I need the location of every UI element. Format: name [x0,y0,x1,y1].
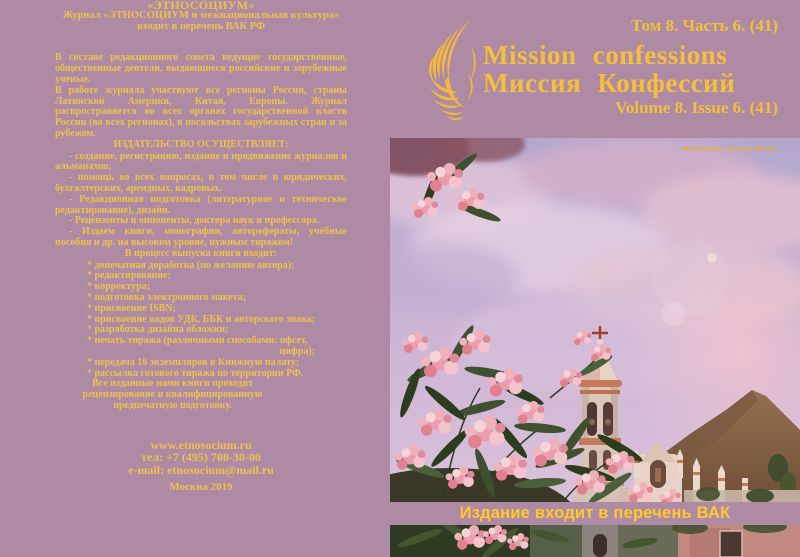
process-step-item: * подготовка электронного макета; [86,291,247,303]
phone-number: тел: +7 (495) 708-30-00 [141,450,261,465]
publisher-heading: ИЗДАТЕЛЬСТВО ОСУЩЕСТВЛЯЕТ: [113,138,289,150]
feather-logo-icon [424,17,490,123]
process-steps-list [87,261,315,380]
publisher-services-list [55,152,347,249]
email-link[interactable]: e-mail: etnosocium@mail.ru [128,462,274,477]
vak-note-band [390,502,800,525]
closing-statement: Все изданные нами книги проходят рецензирование и квалифицированную предпечатную подготовку. [82,378,263,411]
photo-credit: Фотограф: Juanjo Menta [682,144,777,153]
photo-illustration [390,138,800,557]
publisher-service-item: - создание, регистрацию, издание и продвижение журналов и альманахов; [55,150,347,173]
front-cover-header [390,0,800,138]
process-step-item: * корректура; [86,281,151,293]
intro-paragraph: В составе редакционного совета ведущие государственные, общественные деятели, выдающиеся российские и зарубежные ученые. [55,52,347,85]
process-step-item: * печать тиража (различными способами: офсет, [86,335,308,347]
vak-inclusion-note: входит в перечень ВАК РФ [136,20,266,32]
process-step-item: * разработка дизайна обложки; [86,324,229,336]
process-heading: В процесс выпуска книги входит: [124,247,278,259]
title-english: Mission confessions [483,40,728,70]
publisher-service-item: - Рецензенты и оппоненты, доктора наук и профессора. [69,215,320,227]
intro-paragraph: В работе журнала участвуют все регионы России, страны Латинской Америки, Китая, Европы. Журнал распространяется во всех органах государственной власти России (во всех регионах), в посольствах зарубежных стран и за рубежом. [55,84,347,139]
process-step-item: * присвоение кодов УДК, ББК и авторского знака; [86,313,316,325]
process-step-item: * присвоение ISBN; [86,302,176,314]
title-russian: Миссия Конфессий [483,68,736,98]
process-step-item: * рассылка готового тиража по территории РФ. [86,367,304,379]
journal-subtitle: Журнал «ЭТНОСОЦИУМ и межнациональная культура» [62,9,340,21]
process-step-item: цифра); [279,345,316,357]
publisher-service-item: - помощь во всех вопросах, в том числе в юридических, бухгалтерских, арендных, кадровых. [55,172,347,194]
cover-photo [390,138,800,557]
intro-paragraphs [55,53,347,139]
publisher-service-item: - Издаем книги, монографии, авторефераты, учебные пособия и др. на высоком уровне, нужным тиражом! [55,226,347,248]
publisher-service-item: - Редакционная подготовка (литературное и техническое редактирование), дизайн. [55,193,347,216]
city-year: Москва 2019 [169,481,233,494]
process-step-item: * передача 16 экземпляров в Книжную палату; [86,356,300,368]
journal-name: «ЭТНОСОЦИУМ» [147,0,255,12]
website-link[interactable]: www.etnosocium.ru [150,437,252,452]
volume-en: Volume 8. Issue 6. (41) [615,98,778,117]
volume-ru: Том 8. Часть 6. (41) [630,16,778,35]
contacts-block [55,439,347,494]
vak-band-text: Издание входит в перечень ВАК [459,504,731,522]
process-step-item: * допечатная доработка (по желанию автора); [86,259,295,271]
process-step-item: * редактирование; [86,270,171,282]
back-cover [55,0,347,494]
